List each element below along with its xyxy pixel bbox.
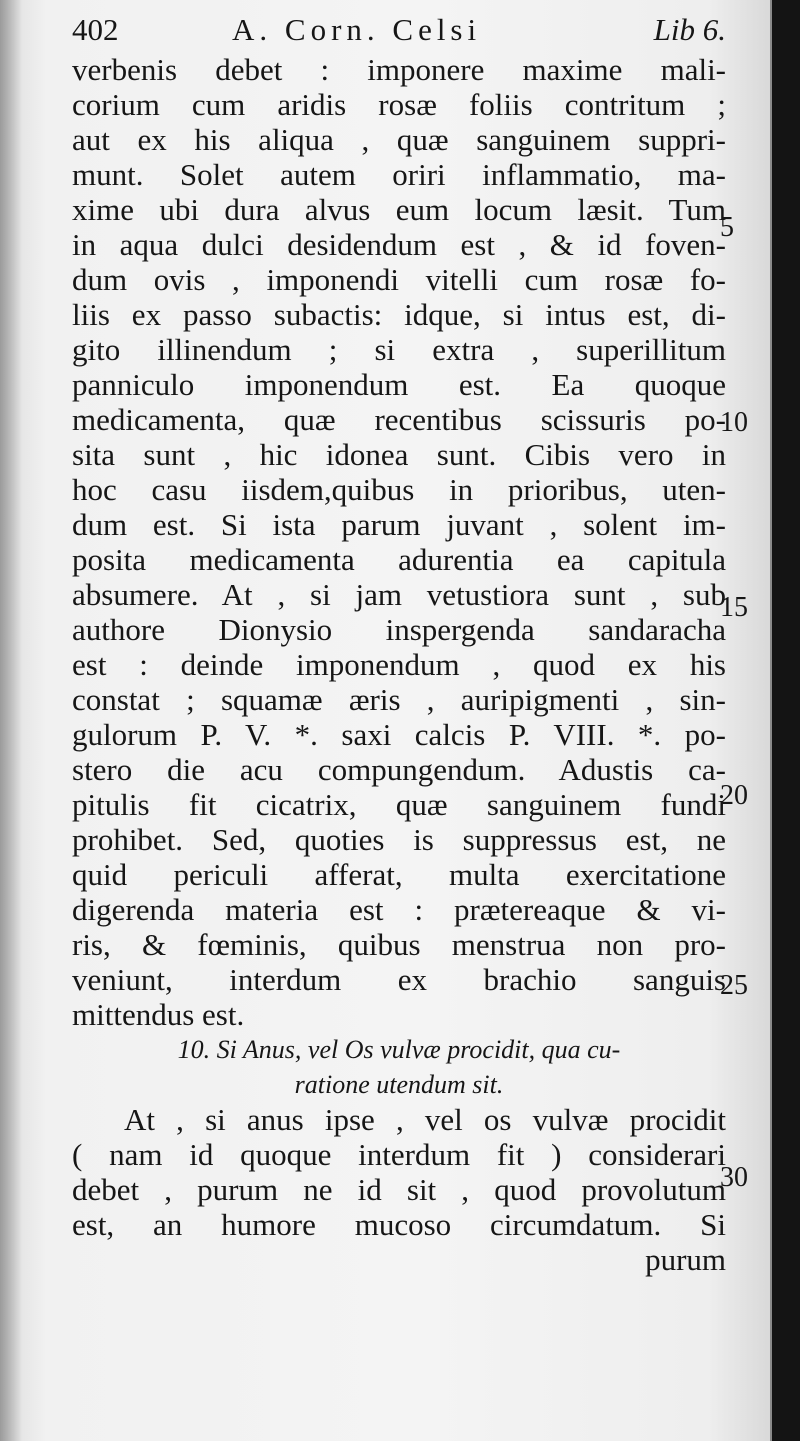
margin-line-number: 15 [720, 592, 748, 623]
text-line: hoc casu iisdem,quibus in prioribus, uten- [72, 472, 726, 507]
text-body [72, 52, 726, 1277]
text-line: liis ex passo subactis: idque, si intus est, di- [72, 297, 726, 332]
text-line: pitulis fit cicatrix, quæ sanguinem fundi [72, 787, 726, 822]
text-line: constat ; squamæ æris , auripigmenti , sin- [72, 682, 726, 717]
catchword: purum [645, 1242, 726, 1277]
text-line: gulorum P. V. *. saxi calcis P. VIII. *. po- [72, 717, 726, 752]
text-line: panniculo imponendum est. Ea quoque [72, 367, 726, 402]
text-line: posita medicamenta adurentia ea capitula [72, 542, 726, 577]
text-line: stero die acu compungendum. Adustis ca- [72, 752, 726, 787]
page-gutter-shadow [0, 0, 22, 1441]
text-line: debet , purum ne id sit , quod provolutum [72, 1172, 726, 1207]
text-line: munt. Solet autem oriri inflammatio, ma- [72, 157, 726, 192]
text-line: dum ovis , imponendi vitelli cum rosæ fo- [72, 262, 726, 297]
text-line: xime ubi dura alvus eum locum læsit. Tum [72, 192, 726, 227]
text-line: ris, & fœminis, quibus menstrua non pro- [72, 927, 726, 962]
text-line: verbenis debet : imponere maxime mali- [72, 52, 726, 87]
text-line: gito illinendum ; si extra , superillitum [72, 332, 726, 367]
text-line: ( nam id quoque interdum fit ) considerari [72, 1137, 726, 1172]
margin-line-number: 25 [720, 970, 748, 1001]
margin-line-number: 10 [720, 407, 748, 438]
running-title: A. Corn. Celsi [232, 12, 482, 47]
margin-line-number: 5 [720, 212, 734, 243]
text-line: medicamenta, quæ recentibus scissuris po- [72, 402, 726, 437]
page-header [72, 8, 726, 52]
text-line: At , si anus ipse , vel os vulvæ procidit [124, 1102, 726, 1137]
text-line: veniunt, interdum ex brachio sanguis [72, 962, 726, 997]
text-line: quid periculi afferat, multa exercitatione [72, 857, 726, 892]
margin-line-number: 20 [720, 780, 748, 811]
chapter-heading: 10. Si Anus, vel Os vulvæ procidit, qua cu- [177, 1035, 621, 1064]
text-line: mittendus est. [72, 997, 245, 1032]
text-line: est, an humore mucoso circumdatum. Si [72, 1207, 726, 1242]
chapter-heading-continued: ratione utendum sit. [294, 1070, 504, 1099]
text-line: digerenda materia est : prætereaque & vi- [72, 892, 726, 927]
margin-line-number: 30 [720, 1162, 748, 1193]
text-line: absumere. At , si jam vetustiora sunt , sub [72, 577, 726, 612]
text-line: aut ex his aliqua , quæ sanguinem suppri- [72, 122, 726, 157]
page-number: 402 [72, 12, 119, 47]
text-line: sita sunt , hic idonea sunt. Cibis vero in [72, 437, 726, 472]
text-line: authore Dionysio inspergenda sandaracha [72, 612, 726, 647]
text-line: corium cum aridis rosæ foliis contritum ; [72, 87, 726, 122]
text-line: prohibet. Sed, quoties is suppressus est, ne [72, 822, 726, 857]
text-line: dum est. Si ista parum juvant , solent im- [72, 507, 726, 542]
text-line: est : deinde imponendum , quod ex his [72, 647, 726, 682]
book-label: Lib 6. [653, 12, 726, 47]
text-line: in aqua dulci desidendum est , & id foven- [72, 227, 726, 262]
